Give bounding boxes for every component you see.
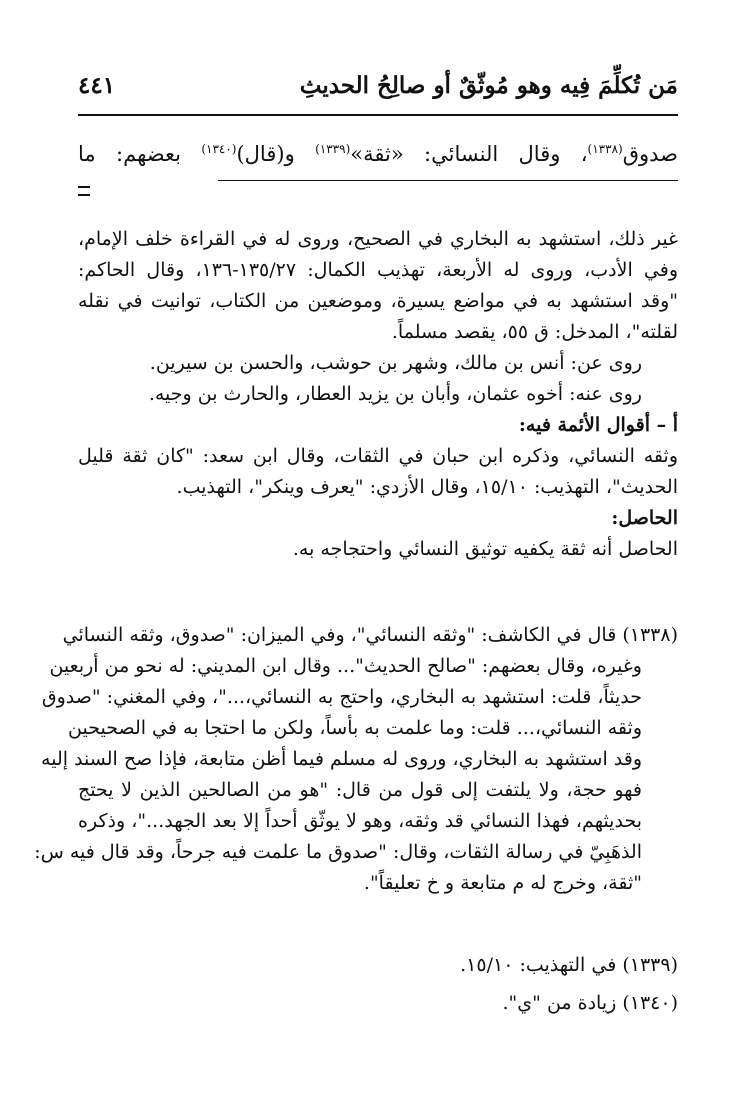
footnote-line: (١٣٣٩) في التهذيب: ١٥/١٠.: [460, 954, 678, 976]
main-text-segment: صدوق: [622, 142, 678, 166]
page-number: ٤٤١: [78, 72, 116, 99]
footnote-line: وقد استشهد به البخاري، وروى له مسلم فيما أظن متابعة، فإذا صح السند إليه: [41, 748, 642, 770]
footnote-line: "ثقة، وخرج له م متابعة و خ تعليقاً".: [363, 872, 642, 894]
footnote-line: (١٣٤٠) زيادة من "ي".: [502, 992, 678, 1014]
main-text-segment: بعضهم: ما: [78, 142, 202, 166]
main-text-segment: ، وقال النسائي: «ثقة»: [350, 142, 588, 166]
header-rule: [78, 114, 678, 116]
footnote-line: الذهَبِيّ في رسالة الثقات، وقال: "صدوق ما علمت فيه جرحاً، وقد قال فيه س:: [34, 841, 642, 863]
continuation-mark: [78, 186, 90, 196]
footnote-1339: [78, 950, 678, 981]
section-heading: أ – أقوال الأئمة فيه:: [518, 414, 678, 436]
footnote-ref: (١٣٤٠): [201, 142, 237, 156]
footnote-ref: (١٣٣٨): [587, 142, 623, 156]
footnote-line: وثقه النسائي، وذكره ابن حبان في الثقات، وقال ابن سعد: "كان ثقة قليل: [78, 445, 678, 467]
separator-line: [218, 180, 678, 181]
narrated-by: روى عنه: أخوه عثمان، وأبان بن يزيد العطار، والحارث بن وجيه.: [148, 383, 642, 405]
footnote-line: وثقه النسائي،... قلت: وما علمت به بأساً، ولكن ما احتجا به في الصحيحين: [68, 717, 642, 739]
running-title: مَن تُكلِّمَ فِيه وهو مُوثّقٌ أو صالِحُ الحديثِ: [299, 72, 678, 99]
footnote-line: بحديثهم، فهذا النسائي قد وثقه، وهو لا يوثّق أحداً إلا بعد الجهد..."، وذكره: [78, 810, 642, 832]
footnote-line: الحديث"، التهذيب: ١٥/١٠، وقال الأزدي: "يعرف وينكر"، التهذيب.: [176, 476, 678, 498]
narrated-from: روى عن: أنس بن مالك، وشهر بن حوشب، والحسن بن سيرين.: [149, 352, 642, 374]
footnote-ref: (١٣٣٩): [315, 142, 351, 156]
footnote-line: غير ذلك، استشهد به البخاري في الصحيح، وروى له في القراءة خلف الإمام،: [78, 228, 678, 250]
footnote-line: حديثاً، قلت: استشهد به البخاري، واحتج به النسائي،..."، وفي المغني: "صدوق: [41, 686, 642, 708]
continued-footnote: [78, 224, 678, 565]
footnote-1338: [34, 620, 678, 899]
footnote-1340: [78, 988, 678, 1019]
page-header: [78, 72, 678, 112]
section-heading: الحاصل:: [611, 507, 678, 529]
footnote-line: وفي الأدب، وروى له الأربعة، تهذيب الكمال: ١٣٥/٢٧-١٣٦، وقال الحاكم:: [78, 259, 679, 281]
footnote-line: (١٣٣٨) قال في الكاشف: "وثقه النسائي"، وفي الميزان: "صدوق، وثقه النسائي: [62, 624, 678, 646]
footnote-line: لقلته"، المدخل: ق ٥٥، يقصد مسلماً.: [391, 321, 678, 343]
footnote-line: "وقد استشهد به في مواضع يسيرة، وموضعين من الكتاب، توانيت في نقله: [78, 290, 678, 312]
footnote-line: وغيره، وقال بعضهم: "صالح الحديث"... وقال ابن المديني: له نحو من أربعين: [49, 655, 642, 677]
main-text-segment: و(قال): [236, 142, 316, 166]
main-text-line: [78, 142, 678, 166]
footnote-line: فهو حجة، ولا يلتفت إلى قول من قال: "هو من الصالحين الذين لا يحتج: [78, 779, 642, 801]
summary-line: الحاصل أنه ثقة يكفيه توثيق النسائي واحتجاجه به.: [292, 538, 678, 560]
